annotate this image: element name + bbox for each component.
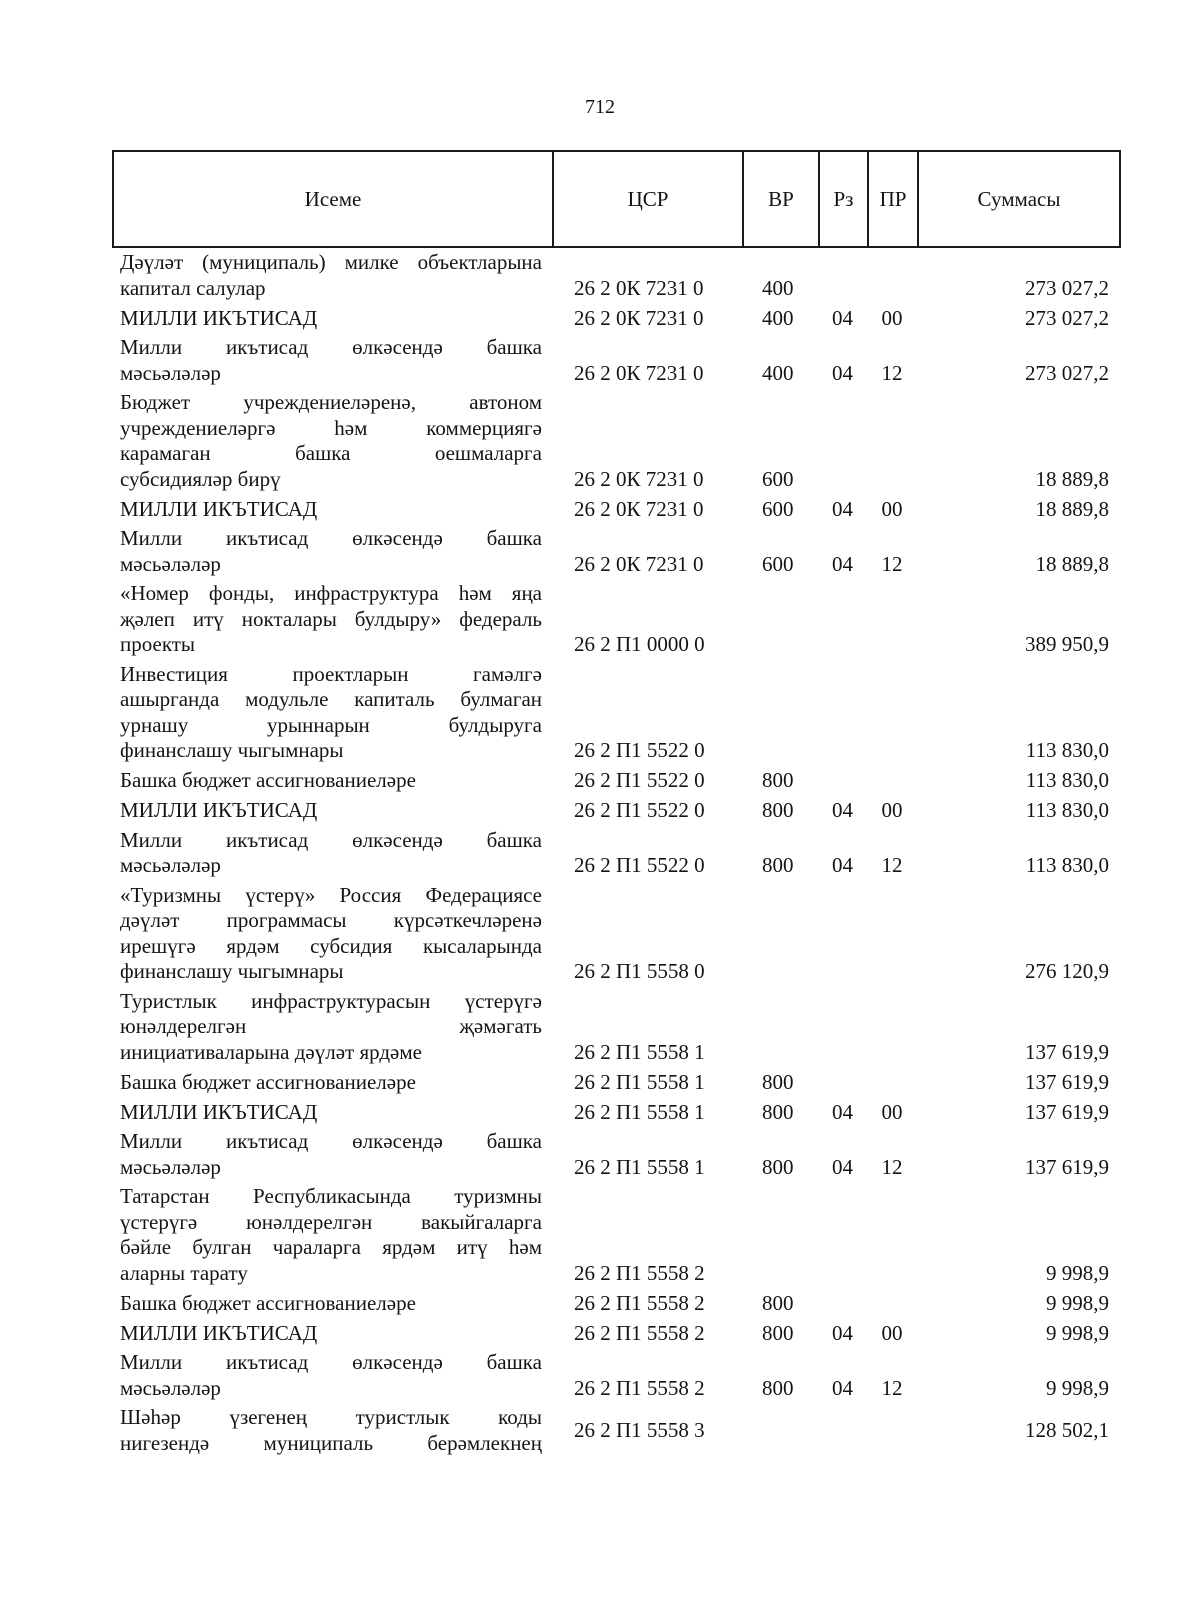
row-sum: 9 998,9 xyxy=(1046,1320,1109,1345)
row-pr: 12 xyxy=(881,360,903,385)
row-name-line: Милли икътисад өлкәсендә башка xyxy=(120,1129,542,1153)
row-csr: 26 2 П1 5558 1 xyxy=(574,1039,705,1064)
row-name-line: «Номер фонды, инфраструктура һәм яңа xyxy=(120,581,542,605)
row-rz: 04 xyxy=(832,1099,853,1124)
row-rz: 04 xyxy=(832,1154,853,1179)
row-name-line: дәүләт программасы күрсәткечләренә xyxy=(120,908,542,932)
row-pr: 00 xyxy=(881,305,903,330)
row-csr: 26 2 П1 5522 0 xyxy=(574,738,705,762)
row-name-line: Башка бюджет ассигнованиеләре xyxy=(120,1069,416,1094)
table-row xyxy=(112,1097,1119,1127)
row-rz: 04 xyxy=(832,360,853,385)
row-name-line: ирешүгә ярдәм субсидия кысаларында xyxy=(120,933,542,958)
row-pr xyxy=(867,792,917,796)
table-row xyxy=(112,494,1119,524)
row-name-line: Инвестиция проектларын гамәлгә xyxy=(120,661,542,686)
row-name-line: «Туризмны үстерү» Россия Федерациясе xyxy=(120,882,542,907)
row-vr: 800 xyxy=(762,853,794,877)
row-pr xyxy=(867,490,917,494)
table-row xyxy=(112,660,1119,766)
row-csr: 26 2 П1 5558 2 xyxy=(574,1375,705,1400)
row-name-line: мәсьәләләр xyxy=(120,360,221,385)
row-vr: 600 xyxy=(762,551,794,576)
row-csr: 26 2 П1 5558 2 xyxy=(574,1260,705,1285)
row-vr: 800 xyxy=(762,1375,794,1400)
row-rz xyxy=(818,1093,867,1097)
row-sum: 18 889,8 xyxy=(1035,496,1109,521)
row-name-line: мәсьәләләр xyxy=(120,1154,221,1179)
row-sum: 113 830,0 xyxy=(1025,738,1109,762)
row-name xyxy=(112,579,552,660)
row-sum: 9 998,9 xyxy=(1046,1260,1109,1285)
row-name-line: МИЛЛИ ИКЪТИСАД xyxy=(120,496,318,521)
row-vr: 800 xyxy=(762,1099,794,1124)
row-vr: 800 xyxy=(762,1290,794,1315)
row-vr xyxy=(742,1063,818,1067)
row-pr xyxy=(867,1429,917,1433)
row-name-line: Башка бюджет ассигнованиеләре xyxy=(120,768,416,792)
row-csr: 26 2 П1 5558 1 xyxy=(574,1099,705,1124)
header-name: Исеме xyxy=(113,151,553,247)
row-pr: 12 xyxy=(881,1375,903,1400)
row-sum: 113 830,0 xyxy=(1025,768,1109,792)
row-vr xyxy=(742,983,818,987)
row-csr: 26 2 П1 0000 0 xyxy=(574,632,705,656)
row-name-line: инициативаларына дәүләт ярдәме xyxy=(120,1039,422,1064)
row-sum: 273 027,2 xyxy=(1025,275,1109,300)
row-pr xyxy=(867,656,917,660)
table-row xyxy=(112,248,1119,303)
row-sum: 128 502,1 xyxy=(1025,1417,1109,1442)
row-pr: 00 xyxy=(881,798,903,822)
row-vr xyxy=(742,1429,818,1433)
row-rz xyxy=(818,1314,867,1318)
row-rz: 04 xyxy=(832,1375,853,1400)
row-name xyxy=(112,987,552,1068)
row-name xyxy=(112,660,552,766)
row-name-line: җәлеп итү нокталары булдыру» федераль xyxy=(120,606,542,631)
row-pr xyxy=(867,762,917,766)
row-name xyxy=(112,826,552,881)
row-sum: 273 027,2 xyxy=(1025,305,1109,330)
row-csr: 26 2 0К 7231 0 xyxy=(574,496,704,521)
row-name xyxy=(112,333,552,388)
table-row xyxy=(112,1403,1119,1458)
table-row xyxy=(112,826,1119,881)
row-rz xyxy=(818,1284,867,1288)
row-sum: 273 027,2 xyxy=(1025,360,1109,385)
row-name-line: Туристлык инфраструктурасын үстерүгә xyxy=(120,988,542,1013)
row-vr: 400 xyxy=(762,275,794,300)
row-pr xyxy=(867,299,917,303)
row-name-line: Бюджет учреждениеләренә, автоном xyxy=(120,390,542,414)
table-row xyxy=(112,796,1119,826)
row-name xyxy=(112,1127,552,1182)
row-sum: 9 998,9 xyxy=(1046,1290,1109,1315)
row-name-line: МИЛЛИ ИКЪТИСАД xyxy=(120,1320,318,1345)
row-sum: 113 830,0 xyxy=(1025,798,1109,822)
row-name xyxy=(112,524,552,579)
row-name xyxy=(112,495,552,525)
table-row xyxy=(112,1348,1119,1403)
row-sum: 113 830,0 xyxy=(1025,853,1109,877)
row-csr: 26 2 П1 5558 2 xyxy=(574,1290,705,1315)
row-name-line: финанслашу чыгымнары xyxy=(120,738,344,762)
row-name-line: Милли икътисад өлкәсендә башка xyxy=(120,526,542,550)
table-row xyxy=(112,881,1119,987)
row-csr: 26 2 П1 5558 1 xyxy=(574,1069,705,1094)
row-rz: 04 xyxy=(832,798,853,822)
row-name xyxy=(112,388,552,494)
row-rz xyxy=(818,983,867,987)
table-row xyxy=(112,1182,1119,1288)
table-row xyxy=(112,303,1119,333)
row-name xyxy=(112,766,552,796)
table-row xyxy=(112,524,1119,579)
row-vr: 800 xyxy=(762,768,794,792)
row-name xyxy=(112,1068,552,1098)
row-name-line: МИЛЛИ ИКЪТИСАД xyxy=(120,1099,318,1124)
row-vr: 600 xyxy=(762,466,794,491)
row-csr: 26 2 П1 5558 1 xyxy=(574,1154,705,1179)
row-sum: 137 619,9 xyxy=(1025,1154,1109,1179)
table-row xyxy=(112,1318,1119,1348)
row-name-line: юнәлдерелгән җәмәгать xyxy=(120,1014,542,1038)
row-vr: 800 xyxy=(762,1069,794,1094)
row-name-line: Милли икътисад өлкәсендә башка xyxy=(120,827,542,852)
row-csr: 26 2 П1 5558 2 xyxy=(574,1320,705,1345)
table-row xyxy=(112,333,1119,388)
row-name-line: бәйле булган чараларга ярдәм итү һәм xyxy=(120,1235,542,1259)
row-name-line: Милли икътисад өлкәсендә башка xyxy=(120,335,542,359)
row-vr: 400 xyxy=(762,305,794,330)
row-vr: 400 xyxy=(762,360,794,385)
row-name-line: МИЛЛИ ИКЪТИСАД xyxy=(120,798,318,822)
row-sum: 18 889,8 xyxy=(1035,551,1109,576)
row-name-line: нигезендә муниципаль берәмлекнең xyxy=(120,1430,542,1455)
row-name xyxy=(112,1289,552,1319)
row-pr: 12 xyxy=(881,551,903,576)
row-rz xyxy=(818,656,867,660)
table-row xyxy=(112,1067,1119,1097)
row-name-line: ашырганда модульле капиталь булмаган xyxy=(120,687,542,711)
row-pr: 00 xyxy=(881,1099,903,1124)
row-pr xyxy=(867,983,917,987)
row-pr: 00 xyxy=(881,1320,903,1345)
row-name-line: проекты xyxy=(120,632,196,656)
row-vr xyxy=(742,762,818,766)
row-name-line: мәсьәләләр xyxy=(120,853,221,877)
row-sum: 389 950,9 xyxy=(1025,632,1109,656)
row-sum: 137 619,9 xyxy=(1025,1039,1109,1064)
row-sum: 137 619,9 xyxy=(1025,1099,1109,1124)
row-rz: 04 xyxy=(832,551,853,576)
page-number: 712 xyxy=(585,96,615,118)
row-csr: 26 2 0К 7231 0 xyxy=(574,360,704,385)
row-name-line: МИЛЛИ ИКЪТИСАД xyxy=(120,305,318,330)
row-vr: 600 xyxy=(762,496,794,521)
row-vr: 800 xyxy=(762,1320,794,1345)
row-name-line: мәсьәләләр xyxy=(120,1375,221,1400)
table-row xyxy=(112,1127,1119,1182)
row-csr: 26 2 П1 5558 3 xyxy=(574,1417,705,1442)
table-row xyxy=(112,1288,1119,1318)
row-name-line: Милли икътисад өлкәсендә башка xyxy=(120,1350,542,1374)
row-sum: 137 619,9 xyxy=(1025,1069,1109,1094)
row-sum: 9 998,9 xyxy=(1046,1375,1109,1400)
row-pr xyxy=(867,1063,917,1067)
row-vr xyxy=(742,656,818,660)
row-csr: 26 2 П1 5522 0 xyxy=(574,853,705,877)
row-rz xyxy=(818,490,867,494)
row-rz: 04 xyxy=(832,496,853,521)
row-pr: 12 xyxy=(881,853,903,877)
row-name xyxy=(112,248,552,303)
row-csr: 26 2 0К 7231 0 xyxy=(574,551,704,576)
row-csr: 26 2 0К 7231 0 xyxy=(574,275,704,300)
row-name-line: финанслашу чыгымнары xyxy=(120,959,344,983)
row-pr: 00 xyxy=(881,496,903,521)
header-vr: ВР xyxy=(743,151,819,247)
header-pr: ПР xyxy=(868,151,918,247)
row-vr xyxy=(742,1284,818,1288)
table-row xyxy=(112,987,1119,1068)
row-pr xyxy=(867,1284,917,1288)
row-vr: 800 xyxy=(762,798,794,822)
row-name-line: урнашу урыннарын булдыруга xyxy=(120,712,542,737)
header-csr: ЦСР xyxy=(553,151,743,247)
row-name-line: Татарстан Республикасында туризмны xyxy=(120,1184,542,1208)
row-name-line: карамаган башка оешмаларга xyxy=(120,441,542,465)
row-name xyxy=(112,1182,552,1288)
header-rz: Рз xyxy=(819,151,868,247)
row-name xyxy=(112,881,552,987)
header-sum: Суммасы xyxy=(918,151,1120,247)
row-name-line: мәсьәләләр xyxy=(120,551,221,576)
row-rz xyxy=(818,1429,867,1433)
table-header xyxy=(112,150,1121,248)
table-body xyxy=(112,248,1119,1458)
table-row xyxy=(112,388,1119,494)
row-name-line: капитал салулар xyxy=(120,275,266,300)
row-csr: 26 2 0К 7231 0 xyxy=(574,466,704,491)
row-pr xyxy=(867,1314,917,1318)
row-pr xyxy=(867,1093,917,1097)
row-name-line: Башка бюджет ассигнованиеләре xyxy=(120,1290,416,1315)
row-rz xyxy=(818,1063,867,1067)
row-pr: 12 xyxy=(881,1154,903,1179)
row-name-line: үстерүгә юнәлдерелгән вакыйгаларга xyxy=(120,1209,542,1234)
row-csr: 26 2 П1 5558 0 xyxy=(574,959,705,983)
row-name xyxy=(112,1348,552,1403)
row-name xyxy=(112,796,552,826)
row-name-line: аларны тарату xyxy=(120,1260,248,1285)
row-rz: 04 xyxy=(832,305,853,330)
row-sum: 276 120,9 xyxy=(1025,959,1109,983)
row-name-line: учреждениеләргә һәм коммерциягә xyxy=(120,415,542,440)
row-name xyxy=(112,304,552,334)
row-name xyxy=(112,1098,552,1128)
row-rz xyxy=(818,762,867,766)
row-rz: 04 xyxy=(832,1320,853,1345)
row-csr: 26 2 П1 5522 0 xyxy=(574,768,705,792)
table-row xyxy=(112,579,1119,660)
table-row xyxy=(112,766,1119,796)
row-vr: 800 xyxy=(762,1154,794,1179)
row-csr: 26 2 П1 5522 0 xyxy=(574,798,705,822)
row-rz xyxy=(818,299,867,303)
row-name-line: Шәһәр үзегенең туристлык коды xyxy=(120,1405,542,1429)
row-name xyxy=(112,1319,552,1349)
row-name-line: Дәүләт (муниципаль) милке объектларына xyxy=(120,250,542,274)
row-csr: 26 2 0К 7231 0 xyxy=(574,305,704,330)
row-sum: 18 889,8 xyxy=(1035,466,1109,491)
row-name xyxy=(112,1403,552,1458)
row-rz xyxy=(818,792,867,796)
row-rz: 04 xyxy=(832,853,853,877)
row-name-line: субсидияләр бирү xyxy=(120,466,281,491)
